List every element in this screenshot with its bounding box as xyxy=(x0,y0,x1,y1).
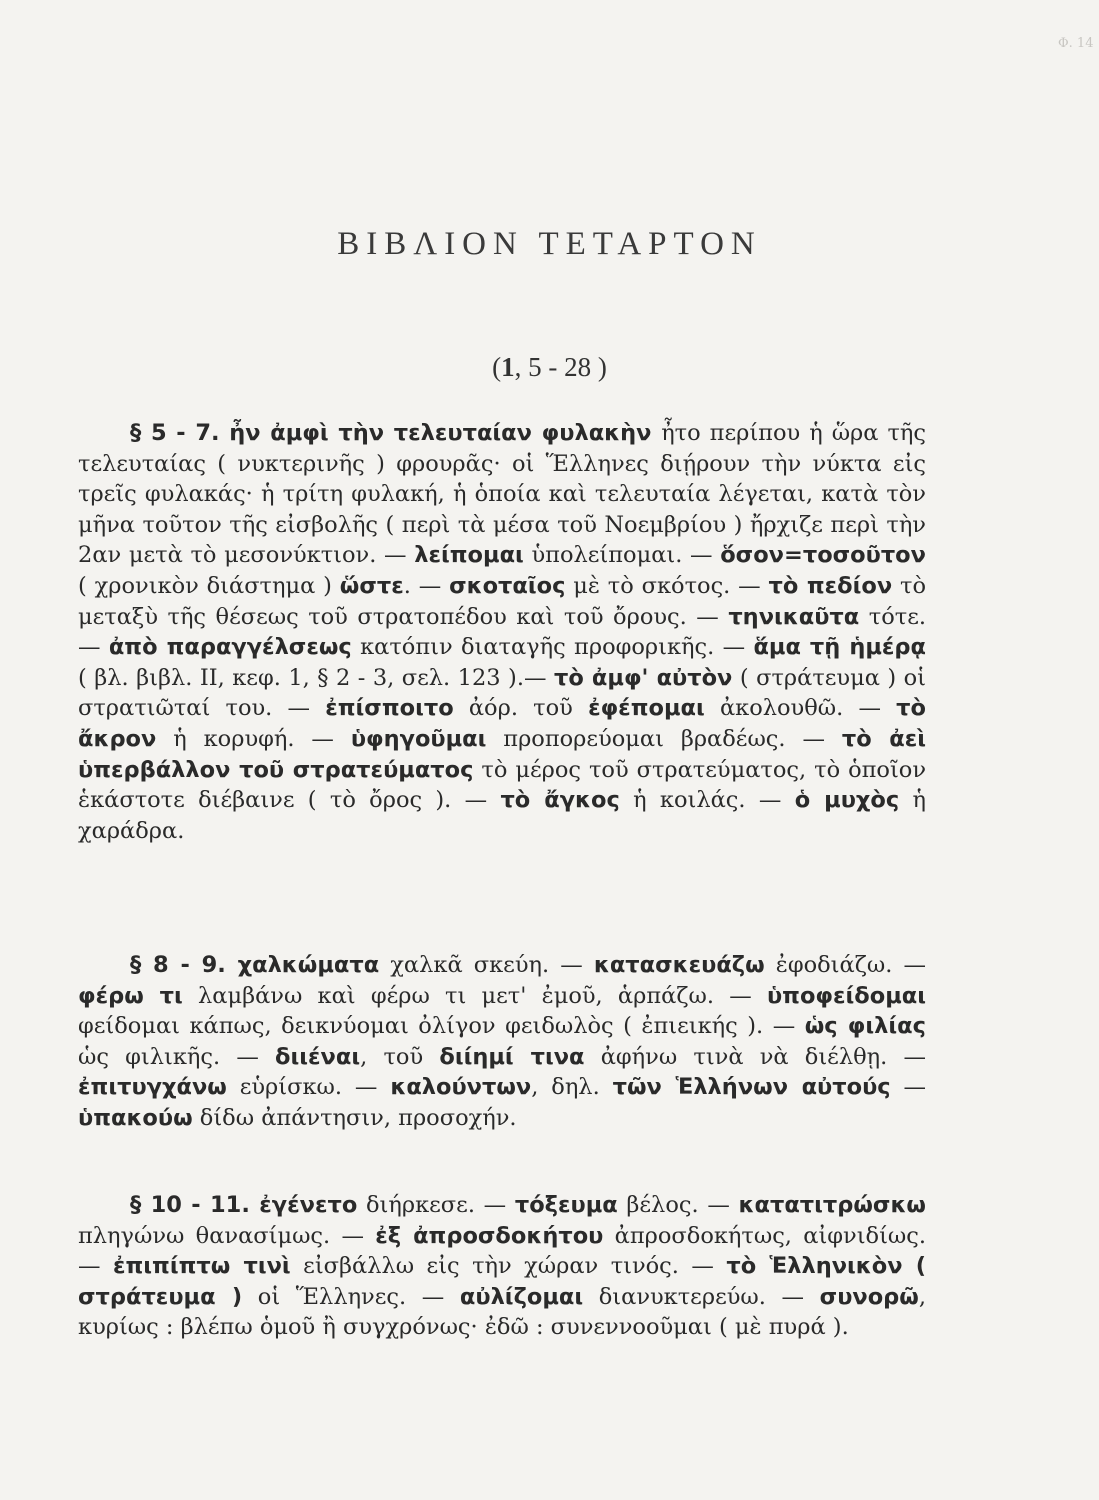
lemma-term: ὡς φιλίας xyxy=(804,1013,926,1040)
lemma-term: καλούντων xyxy=(390,1074,532,1101)
gloss-text: ἀπροσδοκήτως, αἰφνιδίως. — xyxy=(78,1222,926,1280)
gloss-text: λαμβάνω καὶ φέρω τι μετ' ἐμοῦ, ἁρπάζω. — xyxy=(182,982,767,1009)
gloss-text: διανυκτερεύω. — xyxy=(583,1283,820,1310)
section-reference: § 5 - 7. xyxy=(130,420,220,446)
lemma-term: ὅσον=τοσοῦτον xyxy=(720,542,926,569)
page-corner-mark: Φ. 14 xyxy=(1058,36,1094,51)
lemma-term: τὸ ἀμφ' αὐτὸν xyxy=(553,664,733,691)
lemma-term: χαλκώματα xyxy=(225,952,380,978)
gloss-text: ( βλ. βιβλ. II, κεφ. 1, § 2 - 3, σελ. 123 ).— xyxy=(78,664,554,691)
gloss-text: , τοῦ xyxy=(360,1043,440,1070)
lemma-term: τηνικαῦτα xyxy=(728,603,860,630)
gloss-text: ὑπολείπομαι. — xyxy=(523,542,721,569)
gloss-text: ἀόρ. τοῦ xyxy=(453,695,589,722)
lemma-term: ἅμα τῇ ἡμέρᾳ xyxy=(753,634,926,661)
commentary-paragraph-5-7 xyxy=(78,418,926,846)
lemma-term: ὑφηγοῦμαι xyxy=(350,725,487,752)
gloss-text: πληγώνω θανασίμως. — xyxy=(78,1222,376,1249)
gloss-text: ὡς φιλικῆς. — xyxy=(78,1043,276,1070)
lemma-term: ἐξ ἀπροσδοκήτου xyxy=(375,1222,604,1249)
lemma-term: κατατιτρώσκω xyxy=(738,1192,926,1218)
gloss-text: ἡ κορυφή. — xyxy=(156,725,351,752)
lemma-term: ἐγένετο xyxy=(249,1192,358,1218)
lemma-term: ὁ μυχὸς xyxy=(794,787,900,814)
lemma-term: ἐφέπομαι xyxy=(588,695,705,722)
gloss-text: χαλκᾶ σκεύη. — xyxy=(379,952,594,978)
lemma-term: τὸ ἀεὶ ὑπερβάλλον τοῦ στρατεύματος xyxy=(78,725,927,783)
range-open: ( xyxy=(492,352,502,382)
book-title: ΒΙΒΛΙΟΝ ΤΕΤΑΡΤΟΝ xyxy=(337,226,762,262)
gloss-text: ἐφοδιάζω. — xyxy=(764,952,927,978)
gloss-text: προπορεύομαι βραδέως. — xyxy=(486,725,842,752)
lemma-term: λείπομαι xyxy=(414,542,524,569)
lemma-term: φέρω τι xyxy=(78,982,183,1009)
lemma-term: τόξευμα xyxy=(514,1192,618,1218)
lemma-term: τῶν Ἑλλήνων αὐτούς xyxy=(612,1074,891,1101)
range-chapter-number: 1 xyxy=(501,352,515,382)
gloss-text: τότε. — xyxy=(78,603,927,661)
lemma-term: ἐπιπίπτω τινὶ xyxy=(112,1253,291,1280)
gloss-text: ( στράτευμα ) οἱ στρατιῶταί του. — xyxy=(78,664,927,722)
range-sections: , 5 - 28 ) xyxy=(514,352,607,382)
lemma-term: ἦν ἀμφὶ τὴν τελευταίαν φυλακὴν xyxy=(219,420,662,446)
chapter-range xyxy=(0,352,1099,383)
gloss-text: ἀφήνω τινὰ νὰ διέλθῃ. — xyxy=(584,1043,926,1070)
gloss-text: . — xyxy=(403,572,450,599)
gloss-text: , δηλ. xyxy=(531,1074,613,1101)
gloss-text: οἱ Ἕλληνες. — xyxy=(242,1283,460,1310)
lemma-term: τὸ ἄκρον xyxy=(78,695,926,752)
lemma-term: σκοταῖος xyxy=(449,572,566,599)
gloss-text: εὑρίσκω. — xyxy=(226,1074,391,1101)
gloss-text: ἡ χαράδρα. xyxy=(78,787,926,844)
gloss-text: μὲ τὸ σκότος. — xyxy=(565,572,769,599)
gloss-text: ἡ κοιλάς. — xyxy=(619,787,795,814)
gloss-text: ( χρονικὸν διάστημα ) xyxy=(78,572,340,599)
gloss-text: , κυρίως : βλέπω ὁμοῦ ἢ συγχρόνως· ἐδῶ : συνεννοοῦμαι ( μὲ πυρά ). xyxy=(78,1283,926,1341)
gloss-text: τὸ μέρος τοῦ στρατεύματος, τὸ ὁποῖον ἑκάστοτε διέβαινε ( τὸ ὄρος ). — xyxy=(78,756,926,814)
lemma-term: ὑποφείδομαι xyxy=(766,982,926,1009)
gloss-text: δίδω ἀπάντησιν, προσοχήν. xyxy=(192,1104,517,1131)
gloss-text: διήρκεσε. — xyxy=(357,1192,515,1218)
commentary-paragraph-8-9 xyxy=(78,950,926,1134)
section-reference: § 8 - 9. xyxy=(130,952,226,978)
lemma-term: συνορῶ xyxy=(819,1283,919,1310)
lemma-term: ὥστε xyxy=(339,572,404,599)
gloss-text: — xyxy=(890,1074,927,1101)
lemma-term: διίημί τινα xyxy=(439,1043,585,1070)
gloss-text: εἰσβάλλω εἰς τὴν χώραν τινός. — xyxy=(290,1253,727,1280)
gloss-text: κατόπιν διαταγῆς προφορικῆς. — xyxy=(351,634,754,661)
lemma-term: διιέναι xyxy=(275,1043,361,1070)
gloss-text: φείδομαι κάπως, δεικνύομαι ὀλίγον φειδωλὸς ( ἐπιεικής ). — xyxy=(78,1013,805,1040)
gloss-text: βέλος. — xyxy=(617,1192,739,1218)
gloss-text: ἦτο περίπου ἡ ὥρα τῆς τελευταίας ( νυκτερινῆς ) φρουρᾶς· οἱ Ἕλληνες διῄρουν τὴν νύκτα εἰς τρεῖς φυλακάς· ἡ τρίτη φυλακή, ἡ ὁποία καὶ τελευταία λέγεται, κατὰ τὸν μῆνα τοῦτον τῆς εἰσβολῆς ( περὶ τὰ μέσα τοῦ Νοεμβρίου ) ἤρχιζε περὶ τὴν 2αν μετὰ τὸ μεσονύκτιον. — xyxy=(78,420,927,569)
section-reference: § 10 - 11. xyxy=(130,1192,250,1218)
commentary-paragraph-10-11 xyxy=(78,1190,926,1343)
lemma-term: τὸ Ἑλληνικὸν ( στράτευμα ) xyxy=(78,1253,926,1310)
lemma-term: ἀπὸ παραγγέλσεως xyxy=(108,634,352,661)
lemma-term: ὑπακούω xyxy=(78,1104,193,1131)
gloss-text: τὸ μεταξὺ τῆς θέσεως τοῦ στρατοπέδου καὶ τοῦ ὄρους. — xyxy=(78,572,926,630)
lemma-term: ἐπίσποιτο xyxy=(325,695,454,722)
lemma-term: αὐλίζομαι xyxy=(459,1283,584,1310)
lemma-term: τὸ ἄγκος xyxy=(500,787,620,814)
gloss-text: ἀκολουθῶ. — xyxy=(704,695,897,722)
lemma-term: τὸ πεδίον xyxy=(768,572,893,599)
lemma-term: ἐπιτυγχάνω xyxy=(78,1074,227,1101)
lemma-term: κατασκευάζω xyxy=(593,952,765,978)
